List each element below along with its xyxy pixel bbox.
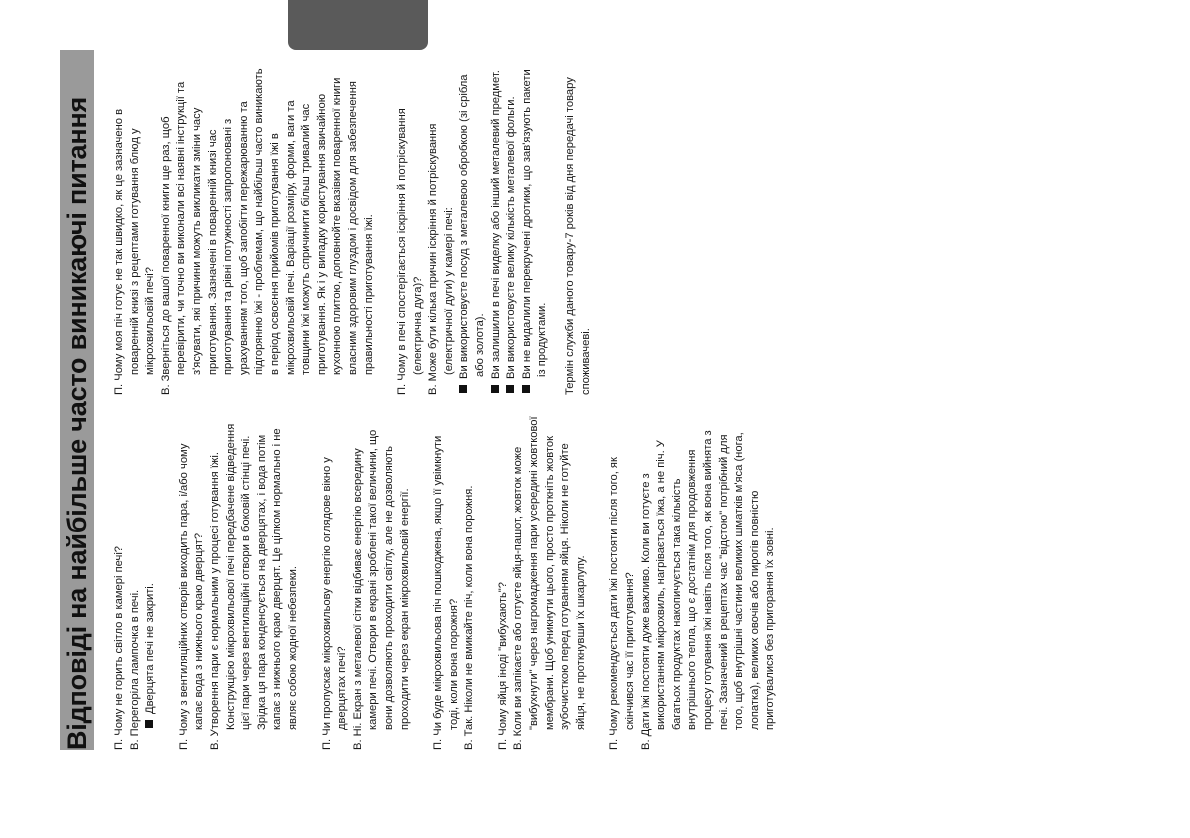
- qa-steam: [177, 415, 302, 750]
- bullet-item: [457, 60, 488, 395]
- qa-empty: [431, 415, 478, 750]
- bullet-text: Ви використовуєте посуд з металевою обробкою (зі срібла або золота).: [458, 74, 487, 379]
- bullet-text: Ви залишили в печі виделку або інший металевий предмет.: [489, 70, 502, 379]
- question: П. Чому рекомендується дати їжі постояти після того, як скінчився час її приготування?: [608, 457, 637, 750]
- question: П. Чому в печі спостерігається іскріння й потріскування (електрична дуга)?: [396, 108, 424, 395]
- bullet-item: [520, 60, 551, 395]
- question: П. Чому яйця іноді "вибухають"?: [496, 582, 509, 750]
- question: П. Чому моя піч готує не так швидко, як це зазначено в поваренній книзі з рецептами готування блюд у мікрохвильовій печі?: [113, 108, 157, 395]
- qa-window: [320, 415, 414, 750]
- answer-text: В. Перегоріла лампочка в печі.: [128, 589, 141, 750]
- question: П. Чи буде мікрохвильова піч пошкоджена, якщо її увімкнути тоді, коли вона порожня?: [432, 435, 460, 750]
- bullet-text: Ви використовуєте велику кількість металевої фольги.: [505, 96, 518, 379]
- rotated-page: [60, 50, 1160, 750]
- right-column: [112, 60, 612, 395]
- page-title: Відповіді на найбільше часто виникаючі питання: [62, 96, 92, 750]
- qa-arcing: [395, 60, 594, 395]
- question: П. Чому з вентиляційних отворів виходить пара, і/або чому капає вода з нижнього краю дверцят?: [177, 443, 206, 750]
- answer: В. Ні. Екран з металевої сітки відбиває енергію всередину камери печі. Отвори в екрані зроблені такої величини, що вони дозволяють проходити світлу, але не дозволяють проходити через екран мікрохвильовій енергії.: [351, 429, 411, 750]
- bullet-square-icon: [506, 385, 514, 393]
- title-bar: [60, 50, 94, 750]
- qa-light: [112, 415, 159, 750]
- question: П. Чи пропускає мікрохвильову енергію оглядове вікно у дверцятах печі?: [320, 457, 349, 750]
- qa-standing: [607, 415, 779, 750]
- bullet-square-icon: [522, 385, 530, 393]
- page-tab: [288, 0, 428, 50]
- bullet-item: [504, 60, 520, 395]
- bullet-item: [489, 60, 505, 395]
- bullet-text: Дверцята печі не закриті.: [144, 583, 157, 714]
- answer: В. Утворення пари є нормальним у процесі готування їжі. Конструкцією мікрохвильової печі передбачене відведення цієї пари через вентиляційні отвори в боковій стінці печі. Зрідка ця пара конденсується на дверцятах, і вода потім капає з нижнього краю дверцят. Це цілком нормально і не являє собою жодної небезпеки.: [208, 423, 299, 750]
- answer: В. Дати їжі постояти дуже важливо. Коли ви готуєте з використанням мікрохвиль, нагрівається їжа, а не піч. У багатьох продуктах накопичується така кількість внутрішнього тепла, що є достатнім для продовження процесу готування їжі навіть після того, як вона вийнята з печі. Зазначений в рецептах час "відстою" потрібний для того, щоб внутрішні частини великих шматків м'яса (нога, лопатка), великих овочів або пирогів повністю приготувалися без пригорання їх зовні.: [639, 430, 777, 750]
- answer: В. Зверніться до вашої поваренної книги ще раз, щоб перевірити, чи точно ви виконали всі наявні інструкції та з'ясувати, які причини можуть викликати зміни часу приготування. Зазначені в поваренній книзі час приготування та рівні потужності запропоновані з урахуванням того, щоб запобігти пережарюванню та підгорянню їжі - проблемам, що найбільш часто виникають в період освоєння прийомів приготування їжі в мікрохвильовій печі. Варіації розміру, форми, ваги та товщини їжі можуть спричинити більш тривалий час приготування. Як і у випадку користування звичайною кухонною плитою, доповнюйте вказівки поваренної книги власним здоровим глуздом і досвідом для забезпечення правильності приготування їжі.: [159, 68, 375, 395]
- bullet-text: Ви не видалили перекручені дротики, що зав'язують пакети із продуктами.: [520, 69, 549, 379]
- bullet-square-icon: [145, 720, 153, 728]
- bullet-square-icon: [459, 385, 467, 393]
- answer: В. Так. Ніколи не вмикайте піч, коли вона порожня.: [463, 485, 476, 750]
- bullet-square-icon: [491, 385, 499, 393]
- answer: В. Коли ви запікаєте або готуєте яйця-пашот, жовток може "вибухнути" через нагромадження пари усередині жовткової мембрани. Щоб уникнути цього, просто проткніть жовток зубочисткою перед готуванням яйця. Ніколи не готуйте яйця, не проткнувши їх шкарлупу.: [512, 416, 587, 750]
- service-life-note: Термін служби даного товару-7 років від дня передачі товару споживачеві.: [564, 77, 592, 395]
- answer-bullet: [143, 415, 159, 750]
- answer-row: [128, 415, 144, 750]
- answer: В. Може бути кілька причин іскріння й потріскування (електричної дуги) у камері печі:: [427, 123, 455, 395]
- left-column: [112, 415, 797, 750]
- qa-eggs: [496, 415, 590, 750]
- question: П. Чому не горить світло в камері печі?: [113, 545, 125, 750]
- qa-cooking-time: [112, 60, 377, 395]
